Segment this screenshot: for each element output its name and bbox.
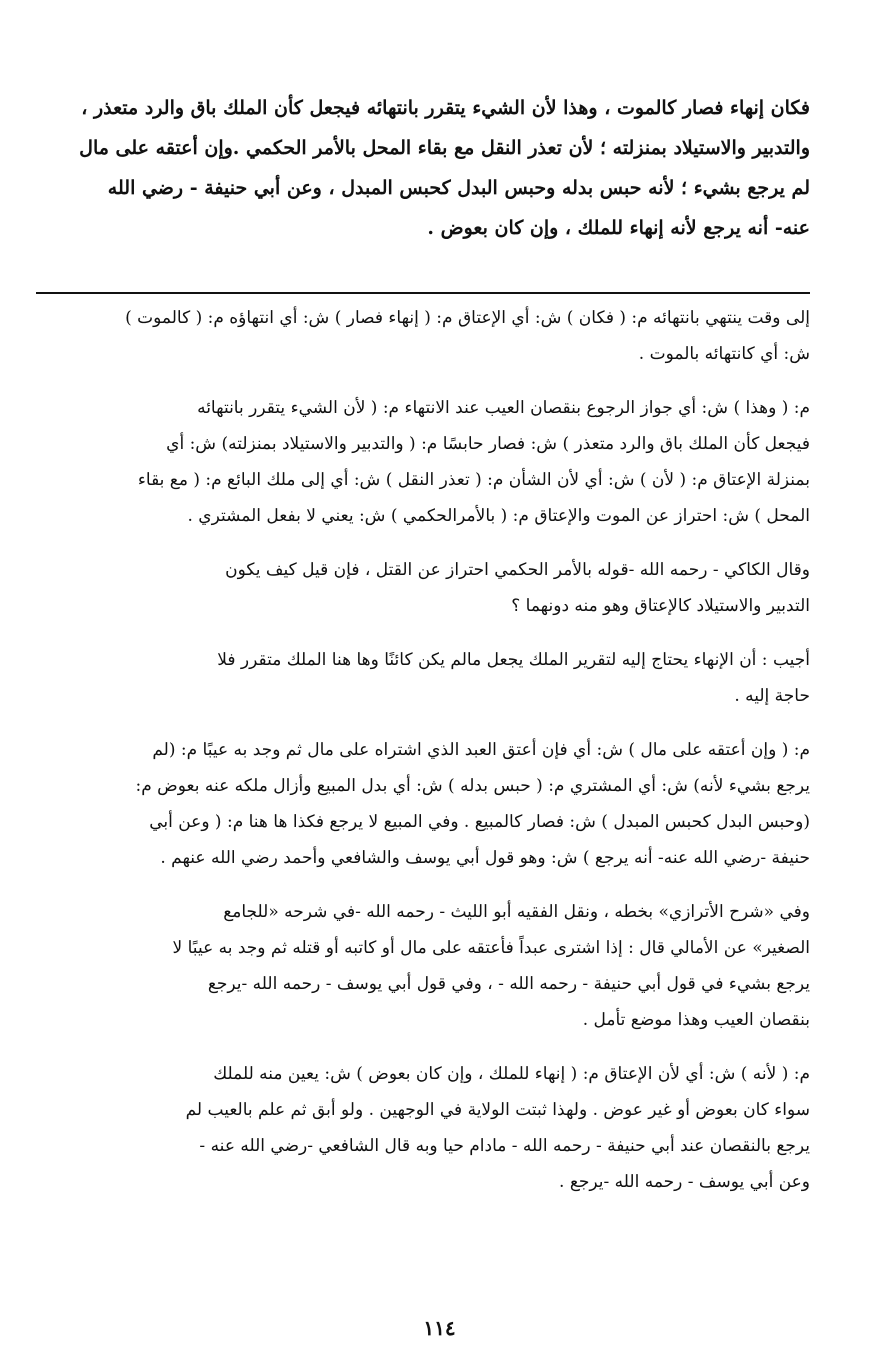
- commentary-line: وفي «شرح الأترازي» بخطه ، ونقل الفقيه أبو الليث - رحمه الله -في شرحه «للجامع: [223, 902, 810, 922]
- section-divider: [36, 292, 810, 294]
- commentary-line: سواء كان بعوض أو غير عوض . ولهذا ثبتت الولاية في الوجهين . ولو أبق ثم علم بالعيب لم: [185, 1100, 810, 1120]
- commentary-paragraph: [36, 732, 810, 876]
- commentary-line: م: ( وإن أعتقه على مال ) ش: أي فإن أعتق العبد الذي اشتراه على مال ثم وجد به عيبًا م: (لم: [152, 740, 810, 760]
- commentary-line: إلى وقت ينتهي بانتهائه م: ( فكان ) ش: أي الإعتاق م: ( إنهاء فصار ) ش: أي انتهاؤه م: ( كالموت ): [125, 308, 810, 328]
- commentary-line: يرجع بشيء في قول أبي حنيفة - رحمه الله - ، وفي قول أبي يوسف - رحمه الله -يرجع: [207, 974, 810, 994]
- commentary-line: م: ( لأنه ) ش: أي لأن الإعتاق م: ( إنهاء للملك ، وإن كان بعوض ) ش: يعين منه للملك: [213, 1064, 810, 1084]
- commentary-line: حاجة إليه .: [734, 686, 810, 706]
- commentary-line: بنقصان العيب وهذا موضع تأمل .: [582, 1010, 810, 1030]
- matn-line: فكان إنهاء فصار كالموت ، وهذا لأن الشيء يتقرر بانتهائه فيجعل كأن الملك باق والرد متعذر ،: [81, 97, 810, 119]
- commentary-line: يرجع بشيء لأنه) ش: أي المشتري م: ( حبس بدله ) ش: أي بدل المبيع وأزال ملكه عنه بعوض م:: [135, 776, 810, 796]
- commentary-line: المحل ) ش: احتراز عن الموت والإعتاق م: ( بالأمرالحكمي ) ش: يعني لا بفعل المشتري .: [187, 506, 810, 526]
- commentary-paragraph: [36, 1056, 810, 1200]
- commentary-line: وقال الكاكي - رحمه الله -قوله بالأمر الحكمي احتراز عن القتل ، فإن قيل كيف يكون: [225, 560, 810, 580]
- commentary-line: التدبير والاستيلاد كالإعتاق وهو منه دونهما ؟: [511, 596, 810, 616]
- commentary-paragraph: [36, 642, 810, 714]
- commentary-line: (وحبس البدل كحبس المبدل ) ش: فصار كالمبيع . وفي المبيع لا يرجع فكذا ها هنا م: ( وعن أبي: [149, 812, 810, 832]
- commentary-line: أجيب : أن الإنهاء يحتاج إليه لتقرير الملك يجعل مالم يكن كائنًا وها هنا الملك متقرر فلا: [217, 650, 810, 670]
- commentary-line: يرجع بالنقصان عند أبي حنيفة - رحمه الله - مادام حيا وبه قال الشافعي -رضي الله عنه -: [199, 1136, 810, 1156]
- commentary-line: حنيفة -رضي الله عنه- أنه يرجع ) ش: وهو قول أبي يوسف والشافعي وأحمد رضي الله عنهم .: [160, 848, 810, 868]
- page-number: ١١٤: [423, 1316, 456, 1340]
- commentary-line: وعن أبي يوسف - رحمه الله -يرجع .: [559, 1172, 810, 1192]
- commentary-paragraph: [36, 390, 810, 534]
- matn-line: لم يرجع بشيء ؛ لأنه حبس بدله وحبس البدل كحبس المبدل ، وعن أبي حنيفة - رضي الله: [107, 177, 810, 199]
- commentary-block: [36, 300, 810, 1218]
- commentary-line: فيجعل كأن الملك باق والرد متعذر ) ش: فصار حابسًا م: ( والتدبير والاستيلاد بمنزلته) ش: أي: [166, 434, 810, 454]
- commentary-line: ش: أي كانتهائه بالموت .: [638, 344, 810, 364]
- matn-line: والتدبير والاستيلاد بمنزلته ؛ لأن تعذر النقل مع بقاء المحل بالأمر الحكمي .وإن أعتقه على مال: [79, 137, 810, 159]
- matn-line: عنه- أنه يرجع لأنه إنهاء للملك ، وإن كان بعوض .: [427, 217, 810, 239]
- commentary-paragraph: [36, 894, 810, 1038]
- commentary-paragraph: [36, 300, 810, 372]
- commentary-line: م: ( وهذا ) ش: أي جواز الرجوع بنقصان العيب عند الانتهاء م: ( لأن الشيء يتقرر بانتهائه: [197, 398, 810, 418]
- commentary-paragraph: [36, 552, 810, 624]
- matn-paragraph: [36, 88, 810, 248]
- commentary-line: بمنزلة الإعتاق م: ( لأن ) ش: أي لأن الشأن م: ( تعذر النقل ) ش: أي إلى ملك البائع م: ( مع بقاء: [137, 470, 810, 490]
- commentary-line: الصغير» عن الأمالي قال : إذا اشترى عبداً فأعتقه على مال أو كاتبه أو قتله ثم وجد به عيبًا لا: [172, 938, 810, 958]
- main-text-block: [36, 88, 810, 248]
